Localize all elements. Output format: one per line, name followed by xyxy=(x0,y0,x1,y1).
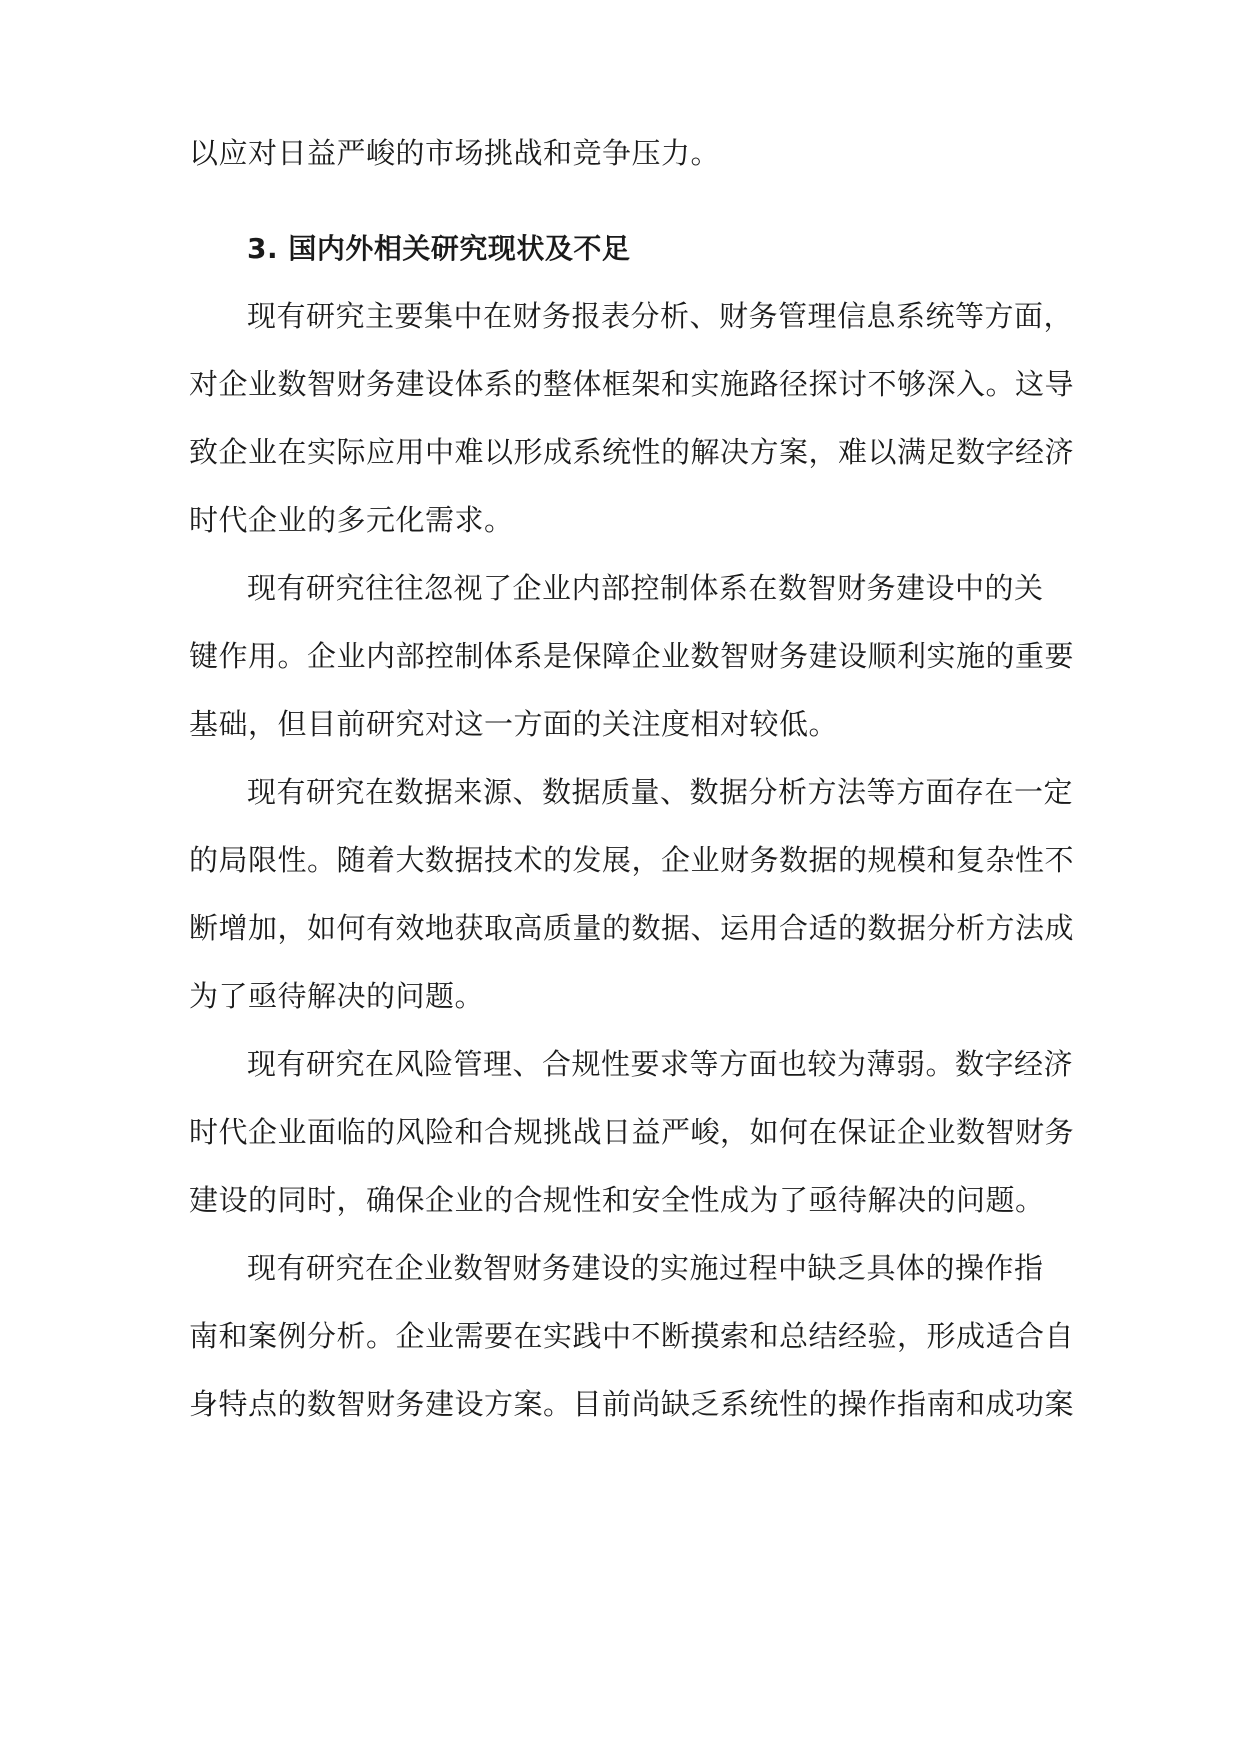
paragraph-line: 致企业在实际应用中难以形成系统性的解决方案，难以满足数字经济 xyxy=(189,435,1075,469)
paragraph-line: 现有研究在风险管理、合规性要求等方面也较为薄弱。数字经济 xyxy=(247,1047,1074,1081)
paragraph-line: 现有研究在企业数智财务建设的实施过程中缺乏具体的操作指 xyxy=(247,1251,1044,1285)
paragraph-line: 以应对日益严峻的市场挑战和竞争压力。 xyxy=(189,136,721,170)
paragraph-line: 时代企业面临的风险和合规挑战日益严峻，如何在保证企业数智财务 xyxy=(189,1115,1075,1149)
paragraph-line: 现有研究在数据来源、数据质量、数据分析方法等方面存在一定 xyxy=(247,775,1074,809)
paragraph-line: 身特点的数智财务建设方案。目前尚缺乏系统性的操作指南和成功案 xyxy=(189,1387,1075,1421)
paragraph-line: 基础，但目前研究对这一方面的关注度相对较低。 xyxy=(189,707,839,741)
paragraph-line: 为了亟待解决的问题。 xyxy=(189,979,485,1013)
paragraph-line: 的局限性。随着大数据技术的发展，企业财务数据的规模和复杂性不 xyxy=(189,843,1075,877)
paragraph-line: 键作用。企业内部控制体系是保障企业数智财务建设顺利实施的重要 xyxy=(189,639,1075,673)
paragraph-line: 时代企业的多元化需求。 xyxy=(189,503,514,537)
paragraph-line: 对企业数智财务建设体系的整体框架和实施路径探讨不够深入。这导 xyxy=(189,367,1075,401)
section-heading: 3. 国内外相关研究现状及不足 xyxy=(247,232,631,265)
paragraph-line: 现有研究往往忽视了企业内部控制体系在数智财务建设中的关 xyxy=(247,571,1044,605)
paragraph-line: 南和案例分析。企业需要在实践中不断摸索和总结经验，形成适合自 xyxy=(189,1319,1075,1353)
paragraph-line: 现有研究主要集中在财务报表分析、财务管理信息系统等方面， xyxy=(247,299,1074,333)
paragraph-line: 断增加，如何有效地获取高质量的数据、运用合适的数据分析方法成 xyxy=(189,911,1075,945)
paragraph-line: 建设的同时，确保企业的合规性和安全性成为了亟待解决的问题。 xyxy=(189,1183,1045,1217)
